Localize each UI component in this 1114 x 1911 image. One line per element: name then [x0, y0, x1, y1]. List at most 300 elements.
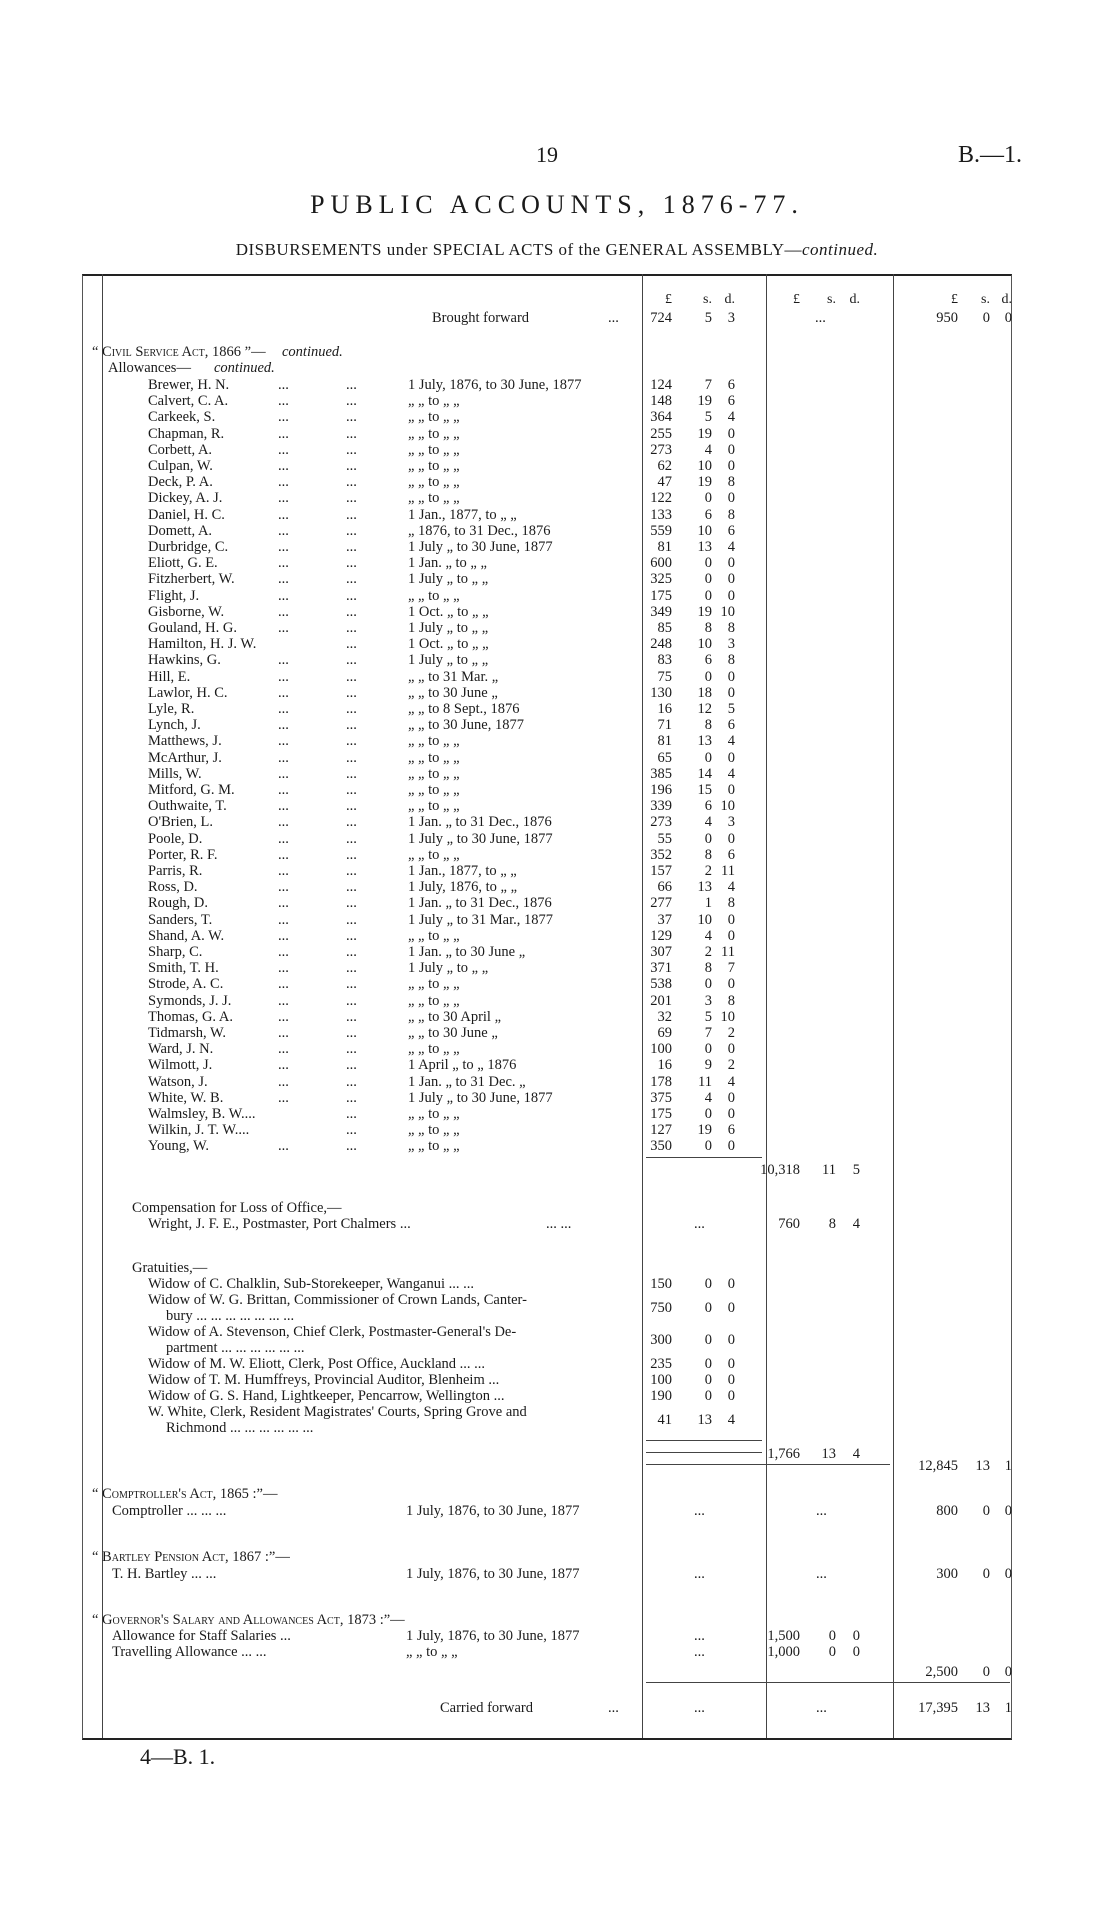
leader-dots: ...	[278, 1074, 289, 1090]
bartley-heading: “ Bartley Pension Act, 1867 :”—	[92, 1549, 290, 1565]
rule-line	[646, 1452, 762, 1453]
allowee-name: Outhwaite, T.	[148, 798, 227, 814]
leader-dots: ...	[346, 993, 357, 1009]
allowance-amount-shillings: 10	[697, 523, 712, 539]
leader-dots: ...	[278, 458, 289, 474]
allowance-period: „ „ to 8 Sept., 1876	[408, 701, 520, 717]
allowance-row	[0, 409, 1114, 425]
allowee-name: Young, W.	[148, 1138, 209, 1154]
allowance-row	[0, 490, 1114, 506]
leader-dots: ...	[346, 442, 357, 458]
allowance-row	[0, 523, 1114, 539]
allowance-amount-pounds: 16	[657, 701, 672, 717]
gratuity-text: Widow of T. M. Humffreys, Provincial Auditor, Blenheim ...	[148, 1372, 500, 1388]
leader-dots: ...	[346, 458, 357, 474]
allowance-row	[0, 814, 1114, 830]
allowance-row	[0, 539, 1114, 555]
leader-dots: ...	[278, 409, 289, 425]
gratuity-amount-pence: 0	[727, 1276, 735, 1292]
allowance-amount-shillings: 3	[704, 993, 712, 1009]
allowance-amount-shillings: 15	[697, 782, 712, 798]
allowance-amount-shillings: 8	[704, 847, 712, 863]
allowances-continued: continued.	[214, 360, 275, 376]
leader-dots: ...	[278, 879, 289, 895]
leader-dots: ...	[278, 766, 289, 782]
allowee-name: Ward, J. N.	[148, 1041, 214, 1057]
leader-dots: ...	[278, 701, 289, 717]
allowance-amount-pounds: 133	[650, 507, 672, 523]
allowee-name: Strode, A. C.	[148, 976, 224, 992]
carried-forward-amount-pence: 1	[1004, 1700, 1012, 1716]
allowance-amount-shillings: 19	[697, 393, 712, 409]
allowance-amount-shillings: 6	[704, 652, 712, 668]
leader-dots: ...	[278, 523, 289, 539]
page-number: 19	[536, 142, 558, 167]
leader-dots: ...	[346, 1074, 357, 1090]
leader-dots: ...	[278, 1025, 289, 1041]
leader-dots: ...	[278, 960, 289, 976]
allowance-amount-pence: 3	[727, 814, 735, 830]
allowance-amount-pence: 8	[727, 620, 735, 636]
leader-dots: ...	[346, 604, 357, 620]
gratuity-amount-shillings: 0	[704, 1276, 712, 1292]
leader-dots: ...	[346, 409, 357, 425]
civil-service-heading	[0, 344, 1114, 360]
allowance-period: 1 Jan., 1877, to „ „	[408, 507, 517, 523]
allowance-amount-pounds: 37	[657, 912, 672, 928]
leader-dots: ...	[346, 717, 357, 733]
allowance-amount-pounds: 385	[650, 766, 672, 782]
allowance-period: 1 July „ to 30 June, 1877	[408, 831, 553, 847]
allowance-period: 1 July „ to 30 June, 1877	[408, 539, 553, 555]
bartley-period: 1 July, 1876, to 30 June, 1877	[406, 1566, 580, 1582]
allowee-name: Chapman, R.	[148, 426, 225, 442]
col1-pence-header: d.	[724, 292, 735, 307]
allowance-period: 1 Oct. „ to „ „	[408, 604, 489, 620]
section-grand-total-pounds: 12,845	[918, 1458, 958, 1474]
leader-dots: ...	[278, 1090, 289, 1106]
allowance-row	[0, 895, 1114, 911]
allowee-name: Parris, R.	[148, 863, 203, 879]
gratuity-amount-shillings: 0	[704, 1372, 712, 1388]
leader-dots: ...	[278, 1057, 289, 1073]
leader-dots: ...	[346, 831, 357, 847]
governor-item-amount-pounds: 1,500	[767, 1628, 800, 1644]
allowance-amount-pence: 8	[727, 474, 735, 490]
allowance-period: „ 1876, to 31 Dec., 1876	[408, 523, 551, 539]
allowances-total-row	[0, 1162, 1114, 1178]
leader-dots: ...	[278, 895, 289, 911]
leader-dots: ...	[346, 879, 357, 895]
allowance-period: „ „ to „ „	[408, 409, 460, 425]
allowance-amount-pounds: 130	[650, 685, 672, 701]
leader-dots: ...	[278, 831, 289, 847]
allowance-row	[0, 1025, 1114, 1041]
allowance-amount-shillings: 8	[704, 960, 712, 976]
gratuity-amount-row	[0, 1372, 1114, 1388]
leader-dots: ...	[278, 377, 289, 393]
allowance-row	[0, 1138, 1114, 1154]
allowance-amount-shillings: 7	[704, 1025, 712, 1041]
subtitle-continued: continued.	[801, 240, 879, 259]
governor-total-shillings: 0	[982, 1664, 990, 1680]
allowance-amount-pounds: 16	[657, 1057, 672, 1073]
compensation-heading: Compensation for Loss of Office,—	[132, 1200, 342, 1216]
allowance-amount-pounds: 55	[657, 831, 672, 847]
leader-dots: ...	[278, 539, 289, 555]
leader-dots: ...	[346, 490, 357, 506]
bartley-amount-pence: 0	[1004, 1566, 1012, 1582]
allowance-period: „ „ to „ „	[408, 733, 460, 749]
allowance-row	[0, 944, 1114, 960]
governor-total-row	[0, 1664, 1114, 1680]
allowance-row	[0, 426, 1114, 442]
leader-dots: ...	[346, 1041, 357, 1057]
leader-dots: ...	[346, 1122, 357, 1138]
allowance-amount-pounds: 175	[650, 1106, 672, 1122]
allowance-amount-pounds: 196	[650, 782, 672, 798]
allowance-period: „ „ to 30 June „	[408, 1025, 498, 1041]
allowance-amount-pounds: 248	[650, 636, 672, 652]
allowee-name: Carkeek, S.	[148, 409, 216, 425]
carried-forward-col2-dots: ...	[816, 1700, 827, 1716]
allowance-amount-pence: 4	[727, 879, 735, 895]
allowance-amount-shillings: 8	[704, 620, 712, 636]
allowance-amount-shillings: 0	[704, 669, 712, 685]
section-grand-total-pence: 1	[1004, 1458, 1012, 1474]
gratuities-total-shillings: 13	[821, 1446, 836, 1462]
leader-dots: ...	[278, 944, 289, 960]
allowance-amount-pence: 4	[727, 539, 735, 555]
allowee-name: Thomas, G. A.	[148, 1009, 233, 1025]
allowance-row	[0, 393, 1114, 409]
allowee-name: Hill, E.	[148, 669, 191, 685]
allowance-row	[0, 636, 1114, 652]
allowance-period: 1 July, 1876, to 30 June, 1877	[408, 377, 582, 393]
leader-dots: ...	[346, 733, 357, 749]
allowance-period: „ „ to 30 April „	[408, 1009, 502, 1025]
leader-dots: ...	[346, 960, 357, 976]
allowance-amount-shillings: 19	[697, 426, 712, 442]
allowee-name: Wilmott, J.	[148, 1057, 213, 1073]
allowance-amount-pounds: 273	[650, 814, 672, 830]
leader-dots: ...	[346, 863, 357, 879]
allowance-amount-shillings: 8	[704, 717, 712, 733]
currency-header-row	[0, 292, 1114, 308]
allowee-name: Hamilton, H. J. W.	[148, 636, 257, 652]
leader-dots: ...	[278, 474, 289, 490]
allowance-amount-shillings: 7	[704, 377, 712, 393]
gratuity-amount-pence: 4	[727, 1412, 735, 1428]
allowance-amount-pence: 8	[727, 993, 735, 1009]
page-title: PUBLIC ACCOUNTS, 1876-77.	[310, 190, 804, 219]
allowance-amount-pence: 11	[721, 944, 735, 960]
comptroller-period: 1 July, 1876, to 30 June, 1877	[406, 1503, 580, 1519]
allowance-amount-shillings: 12	[697, 701, 712, 717]
leader-dots: ...	[346, 523, 357, 539]
col1-shilling-header: s.	[703, 292, 712, 307]
allowance-row	[0, 831, 1114, 847]
allowance-period: 1 Jan. „ to 30 June „	[408, 944, 526, 960]
governor-row	[0, 1628, 1114, 1644]
allowance-amount-shillings: 0	[704, 976, 712, 992]
allowance-amount-shillings: 13	[697, 733, 712, 749]
allowance-period: „ „ to „ „	[408, 474, 460, 490]
allowance-amount-pounds: 148	[650, 393, 672, 409]
leader-dots: ...	[278, 426, 289, 442]
allowance-row	[0, 766, 1114, 782]
allowance-amount-pounds: 85	[657, 620, 672, 636]
leader-dots: ...	[346, 944, 357, 960]
gratuity-amount-pence: 0	[727, 1356, 735, 1372]
gratuity-amount-pounds: 41	[657, 1412, 672, 1428]
comptroller-col1-dots: ...	[694, 1503, 705, 1519]
allowee-name: Mills, W.	[148, 766, 202, 782]
leader-dots: ...	[346, 1090, 357, 1106]
leader-dots: ...	[278, 669, 289, 685]
allowance-period: „ „ to „ „	[408, 1138, 460, 1154]
gratuity-amount-row	[0, 1300, 1114, 1316]
allowance-amount-pounds: 352	[650, 847, 672, 863]
allowance-amount-shillings: 5	[704, 409, 712, 425]
allowance-amount-pounds: 83	[657, 652, 672, 668]
col3-shilling-header: s.	[981, 292, 990, 307]
allowance-row	[0, 733, 1114, 749]
allowance-amount-pence: 11	[721, 863, 735, 879]
allowee-name: Porter, R. F.	[148, 847, 218, 863]
gratuity-amount-shillings: 0	[704, 1356, 712, 1372]
allowee-name: Eliott, G. E.	[148, 555, 218, 571]
col1-pound-header: £	[665, 292, 672, 307]
leader-dots: ...	[278, 863, 289, 879]
gratuity-amount-pence: 0	[727, 1372, 735, 1388]
allowance-row	[0, 442, 1114, 458]
leader-dots: ...	[346, 685, 357, 701]
governor-item-period: „ „ to „ „	[406, 1644, 458, 1660]
allowee-name: Gouland, H. G.	[148, 620, 238, 636]
carried-forward-row	[0, 1700, 1114, 1716]
allowance-amount-pence: 2	[727, 1057, 735, 1073]
allowance-amount-shillings: 10	[697, 912, 712, 928]
allowance-row	[0, 863, 1114, 879]
leader-dots: ...	[346, 620, 357, 636]
signature-mark: 4—B. 1.	[140, 1744, 216, 1769]
allowance-amount-pounds: 364	[650, 409, 672, 425]
governor-heading: “ Governor's Salary and Allowances Act, 1873 :”—	[92, 1612, 405, 1628]
bartley-col2-dots: ...	[816, 1566, 827, 1582]
brought-forward-col1-pounds: 724	[650, 310, 672, 326]
leader-dots: ...	[278, 1009, 289, 1025]
allowance-amount-pence: 0	[727, 490, 735, 506]
allowance-row	[0, 377, 1114, 393]
page-subtitle	[0, 240, 1114, 260]
allowance-amount-pence: 7	[727, 960, 735, 976]
allowance-row	[0, 588, 1114, 604]
allowance-period: „ „ to „ „	[408, 393, 460, 409]
allowance-amount-pence: 0	[727, 1138, 735, 1154]
allowee-name: Sanders, T.	[148, 912, 213, 928]
allowance-amount-shillings: 19	[697, 604, 712, 620]
allowance-period: 1 July „ to „ „	[408, 620, 489, 636]
compensation-line: Wright, J. F. E., Postmaster, Port Chalmers ...	[148, 1216, 411, 1232]
allowee-name: Corbett, A.	[148, 442, 213, 458]
allowee-name: O'Brien, L.	[148, 814, 214, 830]
leader-dots: ...	[278, 1138, 289, 1154]
allowance-amount-shillings: 1	[704, 895, 712, 911]
governor-heading-row	[0, 1612, 1114, 1628]
brought-forward-label: Brought forward	[432, 310, 530, 326]
section-grand-total-shillings: 13	[975, 1458, 990, 1474]
allowee-name: Lawlor, H. C.	[148, 685, 228, 701]
allowee-name: Flight, J.	[148, 588, 200, 604]
allowance-amount-pounds: 178	[650, 1074, 672, 1090]
allowance-amount-pence: 0	[727, 750, 735, 766]
allowance-period: „ „ to 30 June „	[408, 685, 498, 701]
allowee-name: Shand, A. W.	[148, 928, 225, 944]
brought-forward-col1-shillings: 5	[704, 310, 712, 326]
allowance-amount-shillings: 0	[704, 1138, 712, 1154]
allowance-row	[0, 685, 1114, 701]
bartley-row	[0, 1566, 1114, 1582]
allowance-amount-pence: 6	[727, 523, 735, 539]
gratuity-amount-pence: 0	[727, 1332, 735, 1348]
allowance-period: „ „ to „ „	[408, 976, 460, 992]
gratuity-text: partment ... ... ... ... ... ...	[166, 1340, 305, 1356]
allowee-name: Smith, T. H.	[148, 960, 219, 976]
allowance-row	[0, 571, 1114, 587]
allowance-row	[0, 879, 1114, 895]
allowance-row	[0, 669, 1114, 685]
bartley-name: T. H. Bartley ... ...	[112, 1566, 217, 1582]
allowance-period: „ „ to „ „	[408, 1106, 460, 1122]
allowance-row	[0, 798, 1114, 814]
gratuity-text: Richmond ... ... ... ... ... ...	[166, 1420, 314, 1436]
brought-forward-col3-shillings: 0	[982, 310, 990, 326]
allowance-amount-pounds: 538	[650, 976, 672, 992]
allowance-amount-pence: 8	[727, 895, 735, 911]
allowance-period: 1 Jan. „ to 31 Dec., 1876	[408, 814, 552, 830]
allowance-amount-shillings: 2	[704, 944, 712, 960]
leader-dots: ...	[346, 928, 357, 944]
gratuities-heading: Gratuities,—	[132, 1260, 208, 1276]
leader-dots: ...	[278, 750, 289, 766]
allowance-amount-pence: 0	[727, 976, 735, 992]
allowance-amount-shillings: 4	[704, 814, 712, 830]
allowance-period: „ „ to „ „	[408, 782, 460, 798]
allowance-amount-shillings: 6	[704, 798, 712, 814]
gratuity-amount-row	[0, 1388, 1114, 1404]
leader-dots: ...	[278, 393, 289, 409]
leader-dots: ...	[346, 766, 357, 782]
allowance-period: „ „ to „ „	[408, 847, 460, 863]
allowance-amount-shillings: 0	[704, 1106, 712, 1122]
allowance-amount-pounds: 69	[657, 1025, 672, 1041]
bartley-amount-shillings: 0	[982, 1566, 990, 1582]
gratuity-amount-shillings: 0	[704, 1300, 712, 1316]
document-reference: B.—1.	[957, 142, 1022, 168]
allowance-amount-pounds: 157	[650, 863, 672, 879]
gratuity-amount-pence: 0	[727, 1300, 735, 1316]
allowance-amount-pence: 8	[727, 652, 735, 668]
leader-dots: ...	[278, 798, 289, 814]
leader-dots: ...	[346, 393, 357, 409]
allowance-amount-shillings: 5	[704, 1009, 712, 1025]
allowance-amount-pence: 5	[727, 701, 735, 717]
leader-dots: ...	[278, 717, 289, 733]
allowance-amount-pounds: 100	[650, 1041, 672, 1057]
allowance-amount-pounds: 124	[650, 377, 672, 393]
governor-item-amount-shillings: 0	[828, 1628, 836, 1644]
allowance-amount-pence: 0	[727, 588, 735, 604]
allowance-amount-pence: 3	[727, 636, 735, 652]
gratuity-amount-pence: 0	[727, 1388, 735, 1404]
allowance-amount-shillings: 0	[704, 571, 712, 587]
allowance-amount-pounds: 277	[650, 895, 672, 911]
grand-total-row	[0, 1458, 1114, 1474]
civil-service-act-heading: “ Civil Service Act, 1866 ”—	[92, 344, 266, 360]
allowance-amount-pence: 0	[727, 571, 735, 587]
allowance-amount-pence: 6	[727, 847, 735, 863]
leader-dots: ...	[346, 895, 357, 911]
leader-dots: ...	[278, 604, 289, 620]
allowance-amount-pounds: 350	[650, 1138, 672, 1154]
allowance-amount-pounds: 47	[657, 474, 672, 490]
allowee-name: Watson, J.	[148, 1074, 208, 1090]
allowance-amount-pence: 6	[727, 1122, 735, 1138]
allowee-name: Dickey, A. J.	[148, 490, 223, 506]
col3-pound-header: £	[951, 292, 958, 307]
allowee-name: Deck, P. A.	[148, 474, 213, 490]
allowance-amount-shillings: 2	[704, 863, 712, 879]
comptroller-row	[0, 1503, 1114, 1519]
allowance-period: 1 Jan. „ to 31 Dec. „	[408, 1074, 526, 1090]
allowance-row	[0, 1122, 1114, 1138]
allowance-row	[0, 1090, 1114, 1106]
allowee-name: Lyle, R.	[148, 701, 195, 717]
allowance-row	[0, 620, 1114, 636]
leader-dots: ...	[278, 588, 289, 604]
gratuities-total-pounds: 1,766	[767, 1446, 800, 1462]
allowee-name: Gisborne, W.	[148, 604, 225, 620]
allowance-period: „ „ to „ „	[408, 1041, 460, 1057]
allowance-amount-pounds: 349	[650, 604, 672, 620]
gratuity-text: W. White, Clerk, Resident Magistrates' Courts, Spring Grove and	[148, 1404, 527, 1420]
allowance-row	[0, 1074, 1114, 1090]
leader-dots: ...	[346, 571, 357, 587]
gratuity-amount-row	[0, 1412, 1114, 1428]
allowance-period: 1 Jan. „ to 31 Dec., 1876	[408, 895, 552, 911]
allowee-name: Domett, A.	[148, 523, 213, 539]
leader-dots: ...	[278, 847, 289, 863]
rule-line	[646, 1157, 762, 1158]
allowance-row	[0, 1009, 1114, 1025]
allowance-amount-shillings: 4	[704, 1090, 712, 1106]
allowance-amount-pounds: 81	[657, 733, 672, 749]
comptroller-name: Comptroller ... ... ...	[112, 1503, 227, 1519]
col2-shilling-header: s.	[827, 292, 836, 307]
allowance-amount-shillings: 10	[697, 458, 712, 474]
gratuity-text: Widow of W. G. Brittan, Commissioner of Crown Lands, Canter-	[148, 1292, 527, 1308]
allowance-row	[0, 652, 1114, 668]
allowance-row	[0, 847, 1114, 863]
leader-dots: ...	[346, 1138, 357, 1154]
leader-dots: ...	[346, 555, 357, 571]
allowance-period: 1 July „ to „ „	[408, 571, 489, 587]
allowance-period: 1 April „ to „ 1876	[408, 1057, 517, 1073]
allowance-amount-pounds: 371	[650, 960, 672, 976]
gratuity-amount-pounds: 150	[650, 1276, 672, 1292]
leader-dots: ...	[346, 798, 357, 814]
